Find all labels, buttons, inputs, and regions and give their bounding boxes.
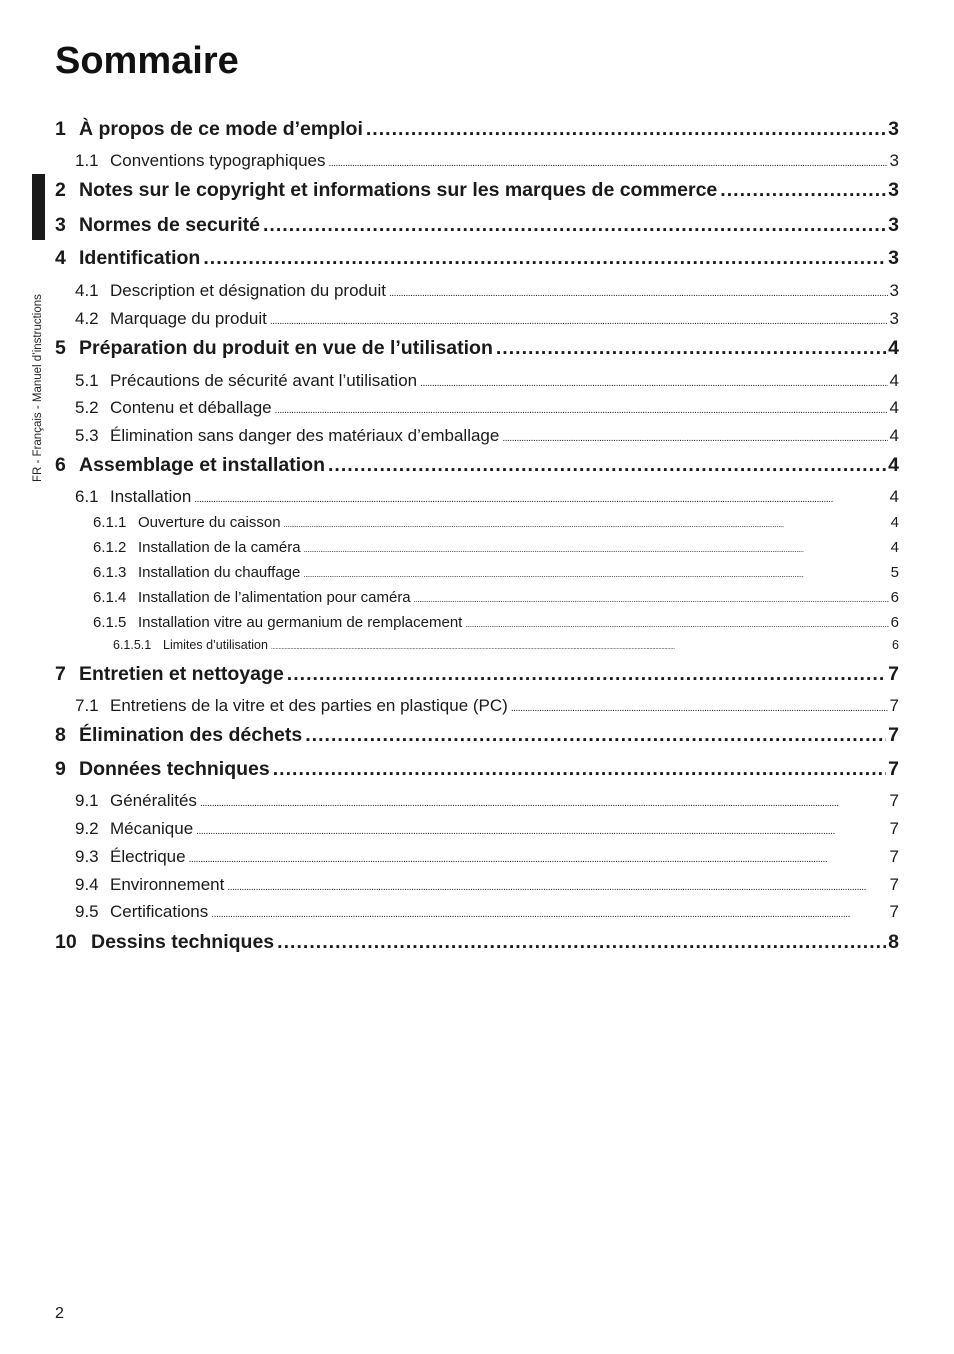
toc-entry-number: 6.1.3 — [93, 564, 127, 581]
toc-entry-number: 10 — [55, 931, 77, 953]
toc-entry[interactable] — [93, 539, 899, 556]
toc-leader-dots — [328, 158, 887, 169]
toc-entry-page: 4 — [889, 426, 899, 445]
toc-entry-number: 5.3 — [75, 426, 99, 445]
toc-entry[interactable] — [113, 638, 899, 652]
toc-entry-title: Identification — [79, 247, 201, 269]
toc-entry-number: 6.1.2 — [93, 539, 127, 556]
toc-entry[interactable] — [75, 847, 899, 867]
toc-entry[interactable] — [55, 214, 899, 237]
toc-entry-title: À propos de ce mode d’emploi — [79, 118, 363, 140]
toc-entry-page: 6 — [890, 589, 899, 606]
toc-entry-page: 8 — [888, 931, 899, 953]
toc-entry-number: 5.1 — [75, 371, 99, 390]
toc-leader-dots — [328, 454, 886, 477]
toc-leader-dots — [263, 214, 886, 237]
toc-entry-page: 3 — [889, 281, 899, 300]
toc-leader-dots — [189, 854, 888, 865]
toc-entry-number: 4.2 — [75, 309, 99, 328]
toc-entry-page: 3 — [889, 309, 899, 328]
toc-entry-title: Installation de l’alimentation pour caméra — [138, 589, 411, 606]
toc-entry-number: 5 — [55, 337, 66, 359]
page-number: 2 — [55, 1305, 64, 1322]
toc-entry-title: Élimination sans danger des matériaux d’emballage — [110, 426, 500, 445]
toc-entry[interactable] — [93, 614, 899, 631]
toc-entry-title: Contenu et déballage — [110, 398, 272, 417]
toc-entry-title: Assemblage et installation — [79, 454, 325, 476]
page-title: Sommaire — [55, 40, 239, 82]
toc-entry[interactable] — [75, 398, 899, 418]
toc-entry[interactable] — [75, 819, 899, 839]
toc-entry-page: 3 — [888, 214, 899, 236]
toc-entry[interactable] — [75, 875, 899, 895]
toc-entry-number: 9 — [55, 758, 66, 780]
toc-entry[interactable] — [75, 309, 899, 329]
toc-entry-title: Électrique — [110, 847, 186, 866]
toc-leader-dots — [287, 663, 886, 686]
toc-entry-number: 6.1 — [75, 487, 99, 506]
toc-entry-number: 7 — [55, 663, 66, 685]
toc-leader-dots — [502, 433, 887, 444]
toc-entry-number: 9.5 — [75, 902, 99, 921]
toc-entry-number: 5.2 — [75, 398, 99, 417]
toc-leader-dots — [305, 724, 886, 747]
toc-leader-dots — [414, 595, 889, 604]
toc-leader-dots — [366, 118, 886, 141]
toc-entry-page: 6 — [892, 638, 899, 652]
toc-entry[interactable] — [75, 426, 899, 446]
toc-entry-title: Installation du chauffage — [138, 564, 301, 581]
toc-entry-number: 9.4 — [75, 875, 99, 894]
toc-entry[interactable] — [75, 902, 899, 922]
toc-leader-dots — [270, 316, 888, 327]
toc-entry-number: 9.1 — [75, 791, 99, 810]
toc-entry-title: Mécanique — [110, 819, 194, 838]
side-language-label-text: FR - Français - Manuel d’instructions — [32, 294, 44, 482]
toc-entry-title: Précautions de sécurité avant l’utilisation — [110, 371, 418, 390]
toc-entry[interactable] — [55, 337, 899, 360]
toc-leader-dots — [389, 288, 888, 299]
toc-entry[interactable] — [93, 564, 899, 581]
toc-leader-dots — [284, 520, 889, 529]
toc-entry-page: 4 — [888, 454, 899, 476]
toc-entry-page: 7 — [888, 663, 899, 685]
toc-entry-page: 7 — [889, 875, 899, 894]
toc-entry-number: 3 — [55, 214, 66, 236]
toc-entry-title: Notes sur le copyright et informations sur les marques de commerce — [79, 179, 718, 201]
toc-entry-page: 7 — [889, 696, 899, 715]
toc-entry-number: 7.1 — [75, 696, 99, 715]
toc-leader-dots — [273, 758, 886, 781]
toc-entry[interactable] — [55, 118, 899, 141]
toc-entry[interactable] — [55, 663, 899, 686]
toc-entry-page: 7 — [888, 724, 899, 746]
toc-entry-page: 3 — [888, 247, 899, 269]
toc-entry-number: 2 — [55, 179, 66, 201]
toc-leader-dots — [720, 179, 886, 202]
toc-leader-dots — [203, 247, 886, 270]
toc-entry-title: Élimination des déchets — [79, 724, 303, 746]
toc-entry[interactable] — [75, 151, 899, 171]
toc-leader-dots — [194, 494, 887, 505]
toc-leader-dots — [227, 882, 887, 893]
toc-entry-title: Marquage du produit — [110, 309, 267, 328]
toc-entry-title: Installation vitre au germanium de remplacement — [138, 614, 463, 631]
toc-entry-title: Installation — [110, 487, 192, 506]
toc-leader-dots — [275, 405, 888, 416]
chapter-tab-marker — [32, 174, 45, 240]
toc-entry-title: Données techniques — [79, 758, 270, 780]
toc-entry-number: 9.2 — [75, 819, 99, 838]
toc-leader-dots — [271, 644, 890, 651]
toc-entry-page: 4 — [889, 398, 899, 417]
toc-entry-number: 6.1.1 — [93, 514, 127, 531]
toc-entry-title: Description et désignation du produit — [110, 281, 386, 300]
toc-entry-title: Limites d’utilisation — [163, 638, 268, 652]
toc-entry-title: Installation de la caméra — [138, 539, 301, 556]
toc-entry[interactable] — [55, 758, 899, 781]
toc-entry-page: 4 — [890, 539, 899, 556]
toc-entry-page: 7 — [888, 758, 899, 780]
toc-leader-dots — [200, 798, 888, 809]
toc-entry-title: Dessins techniques — [91, 931, 275, 953]
toc-entry-title: Environnement — [110, 875, 225, 894]
toc-leader-dots — [277, 931, 886, 954]
toc-entry[interactable] — [75, 281, 899, 301]
toc-entry-page: 3 — [889, 151, 899, 170]
toc-entry-number: 1.1 — [75, 151, 99, 170]
toc-entry[interactable] — [55, 454, 899, 477]
toc-entry-number: 4.1 — [75, 281, 99, 300]
toc-entry-number: 4 — [55, 247, 66, 269]
toc-entry-page: 4 — [888, 337, 899, 359]
toc-entry-title: Entretiens de la vitre et des parties en plastique (PC) — [110, 696, 508, 715]
toc-entry-title: Entretien et nettoyage — [79, 663, 284, 685]
toc-entry[interactable] — [93, 514, 899, 531]
toc-entry-page: 7 — [889, 791, 899, 810]
toc-entry-number: 1 — [55, 118, 66, 140]
toc-entry[interactable] — [75, 371, 899, 391]
toc-entry-number: 9.3 — [75, 847, 99, 866]
toc-entry-page: 4 — [889, 371, 899, 390]
toc-entry-page: 7 — [889, 847, 899, 866]
toc-entry-title: Normes de securité — [79, 214, 260, 236]
toc-entry-page: 3 — [888, 179, 899, 201]
toc-entry-title: Conventions typographiques — [110, 151, 326, 170]
toc-leader-dots — [304, 545, 889, 554]
toc-leader-dots — [511, 703, 888, 714]
toc-entry-title: Certifications — [110, 902, 209, 921]
toc-entry[interactable] — [55, 247, 899, 270]
toc-entry-page: 6 — [890, 614, 899, 631]
toc-entry-page: 5 — [890, 564, 899, 581]
toc-entry-number: 6.1.4 — [93, 589, 127, 606]
toc-entry-page: 4 — [889, 487, 899, 506]
toc-entry-page: 7 — [889, 902, 899, 921]
toc-entry[interactable] — [55, 931, 899, 954]
toc-entry[interactable] — [55, 724, 899, 747]
toc-entry-number: 6.1.5 — [93, 614, 127, 631]
toc-entry[interactable] — [75, 487, 899, 507]
toc-entry-number: 6 — [55, 454, 66, 476]
toc-leader-dots — [496, 337, 886, 360]
toc-leader-dots — [303, 570, 888, 579]
toc-entry[interactable] — [55, 179, 899, 202]
toc-leader-dots — [196, 826, 887, 837]
toc-entry-number: 6.1.5.1 — [113, 638, 152, 652]
toc-entry-page: 7 — [889, 819, 899, 838]
toc-leader-dots — [420, 378, 887, 389]
toc-leader-dots — [211, 909, 887, 920]
toc-entry[interactable] — [75, 696, 899, 716]
toc-entry[interactable] — [75, 791, 899, 811]
toc-leader-dots — [465, 620, 888, 629]
toc-entry-page: 4 — [890, 514, 899, 531]
toc-entry-title: Ouverture du caisson — [138, 514, 281, 531]
toc-entry-title: Préparation du produit en vue de l’utilisation — [79, 337, 493, 359]
toc-entry[interactable] — [93, 589, 899, 606]
toc-entry-number: 8 — [55, 724, 66, 746]
toc-entry-page: 3 — [888, 118, 899, 140]
toc-entry-title: Généralités — [110, 791, 197, 810]
